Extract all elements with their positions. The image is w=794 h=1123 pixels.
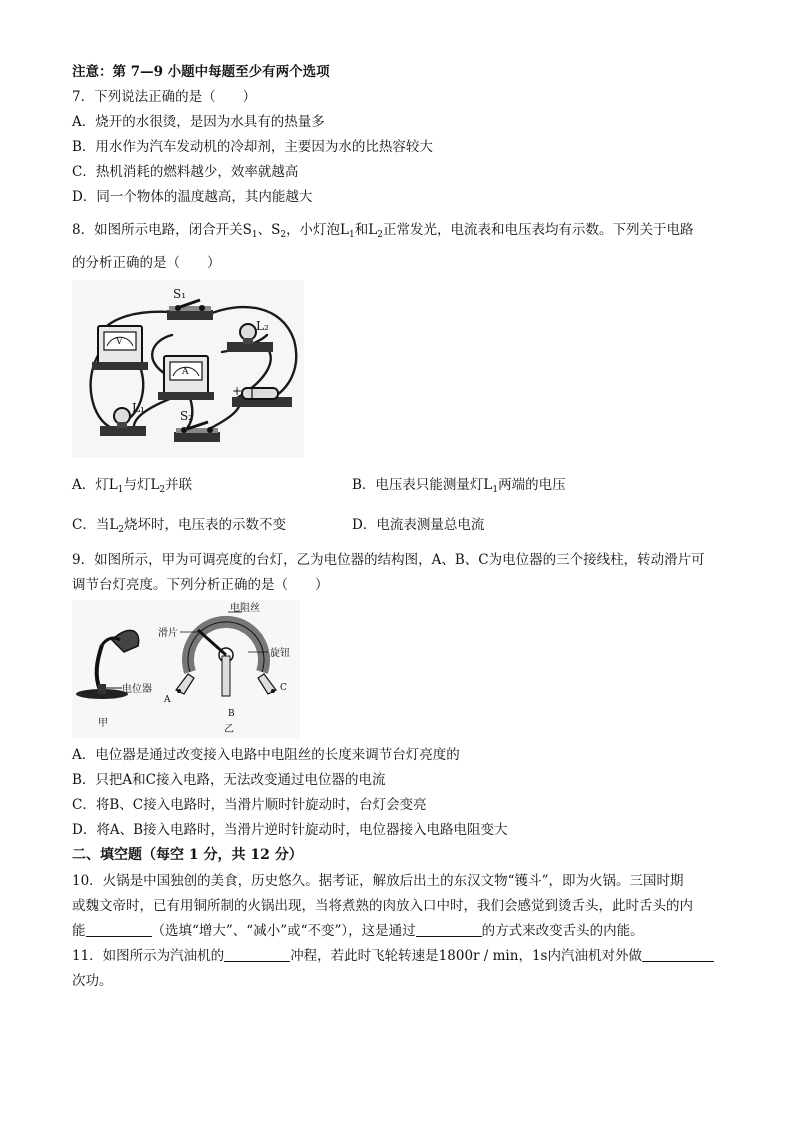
q11-line1: 11．如图所示为汽油机的 冲程，若此时飞轮转速是1800r / min，1s内汽油机对外做 xyxy=(72,946,714,966)
q7-option-c: C．热机消耗的燃料越少，效率就越高 xyxy=(72,164,299,180)
q8-option-d: D．电流表测量总电流 xyxy=(352,517,485,533)
label-s1: S₁ xyxy=(173,287,187,301)
label-jia: 甲 xyxy=(98,718,108,729)
q9-stem-line1: 9．如图所示，甲为可调亮度的台灯，乙为电位器的结构图，A、B、C为电位器的三个接线柱，转动滑片可 xyxy=(72,552,705,568)
q9-option-c: C．将B、C接入电路时，当滑片顺时针旋动时，台灯会变亮 xyxy=(72,797,427,813)
q7-option-a: A．烧开的水很烫，是因为水具有的热量多 xyxy=(72,114,325,130)
q9-option-d: D．将A、B接入电路时，当滑片逆时针旋动时，电位器接入电路电阻变大 xyxy=(72,822,508,838)
voltmeter xyxy=(92,326,148,370)
q8-option-a: A．灯$L_1$与灯$L_2$并联 xyxy=(72,477,193,495)
ammeter xyxy=(158,356,214,400)
q9-option-a: A．电位器是通过改变接入电路中电阻丝的长度来调节台灯亮度的 xyxy=(72,747,460,763)
section-heading-fill-in: 二、填空题（每空 1 分，共 12 分） xyxy=(72,847,303,863)
q11-blank-1[interactable] xyxy=(224,947,290,962)
q10-line1: 10．火锅是中国独创的美食，历史悠久。据考证，解放后出土的东汉文物“镬斗”，即为火锅。三国时期 xyxy=(72,873,684,889)
q10-blank-2[interactable] xyxy=(416,922,482,937)
label-potentiometer: 电位器 xyxy=(122,684,152,695)
q10-blank-1[interactable] xyxy=(86,922,152,937)
q7-stem: 7．下列说法正确的是（ ） xyxy=(72,89,257,105)
q8-option-c: C．当$L_2$烧坏时，电压表的示数不变 xyxy=(72,517,287,535)
q8-circuit-figure xyxy=(72,280,304,458)
q8-stem-line2: 的分析正确的是（ ） xyxy=(72,255,221,271)
svg-text:A: A xyxy=(182,367,189,377)
q7-option-d: D．同一个物体的温度越高，其内能越大 xyxy=(72,189,313,205)
q8-option-b: B．电压表只能测量灯$L_1$两端的电压 xyxy=(352,477,566,495)
q9-option-b: B．只把A和C接入电路，无法改变通过电位器的电流 xyxy=(72,772,386,788)
q10-line3: 能 （选填“增大”、“减小”或“不变”），这是通过 的方式来改变舌头的内能。 xyxy=(72,923,644,939)
q10-line2: 或魏文帝时，已有用铜所制的火锅出现，当将煮熟的肉放入口中时，我们会感觉到烫舌头，此时舌头的内 xyxy=(72,898,693,914)
label-resistor-wire: 电阻丝 xyxy=(230,603,260,614)
label-l1: L₁ xyxy=(132,401,145,415)
label-c: C xyxy=(280,683,287,693)
q8-stem-line1: 8．如图所示电路，闭合开关$S_1$、$S_2$，小灯泡$L_1$和$L_2$正常发光，电流表和电压表均有示数。下列关于电路 xyxy=(72,222,694,240)
label-a: A xyxy=(164,695,171,705)
q11-line2: 次功。 xyxy=(72,973,113,989)
svg-text:V: V xyxy=(116,337,123,347)
label-s2: S₂ xyxy=(180,409,194,423)
q7-option-b: B．用水作为汽车发动机的冷却剂，主要因为水的比热容较大 xyxy=(72,139,433,155)
label-yi: 乙 xyxy=(224,724,234,735)
label-knob: 旋钮 xyxy=(270,648,290,659)
q9-stem-line2: 调节台灯亮度。下列分析正确的是（ ） xyxy=(72,577,329,593)
label-l2: L₂ xyxy=(256,319,269,333)
q9-figure xyxy=(72,600,300,738)
label-b: B xyxy=(228,709,235,719)
q11-blank-2[interactable] xyxy=(642,947,714,962)
label-plus: + xyxy=(232,384,243,398)
label-slider: 滑片 xyxy=(158,628,178,639)
notice-heading: 注意：第 7—9 小题中每题至少有两个选项 xyxy=(72,64,330,80)
